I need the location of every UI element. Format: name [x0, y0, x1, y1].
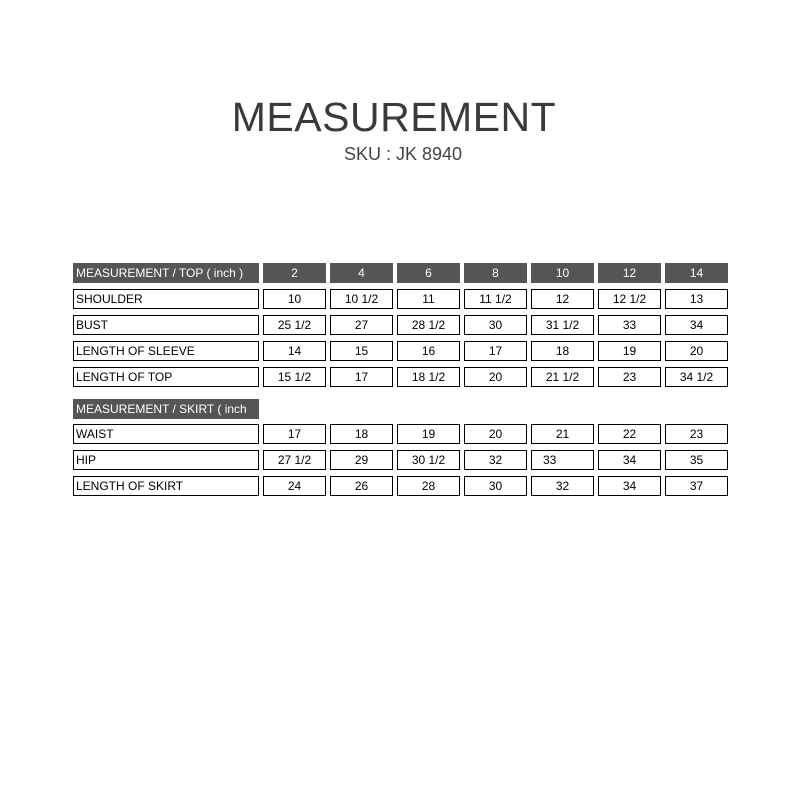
- table-cell: 23: [665, 424, 728, 444]
- table-cell: 12 1/2: [598, 289, 661, 309]
- table-cell: 11: [397, 289, 460, 309]
- table-cell: 18: [330, 424, 393, 444]
- size-header: 6: [397, 263, 460, 283]
- table-cell: 26: [330, 476, 393, 496]
- table-cell: 15: [330, 341, 393, 361]
- table-cell: 17: [464, 341, 527, 361]
- table-cell: 20: [464, 367, 527, 387]
- table-cell: 30 1/2: [397, 450, 460, 470]
- table-cell: 21 1/2: [531, 367, 594, 387]
- table-cell: 27 1/2: [263, 450, 326, 470]
- row-label-skirt-length: LENGTH OF SKIRT: [73, 476, 259, 496]
- table-cell: 17: [263, 424, 326, 444]
- table-cell: 32: [531, 476, 594, 496]
- size-header: 2: [263, 263, 326, 283]
- table-cell: 25 1/2: [263, 315, 326, 335]
- table-cell: 16: [397, 341, 460, 361]
- table-cell: 17: [330, 367, 393, 387]
- row-label-waist: WAIST: [73, 424, 259, 444]
- table-cell: 30: [464, 315, 527, 335]
- table-cell: 33: [531, 450, 594, 470]
- table-cell: 35: [665, 450, 728, 470]
- table-cell: 37: [665, 476, 728, 496]
- row-label-hip: HIP: [73, 450, 259, 470]
- top-table-header-label: MEASUREMENT / TOP ( inch ): [73, 263, 259, 283]
- table-cell: 19: [598, 341, 661, 361]
- table-cell: 34: [598, 476, 661, 496]
- table-cell: 22: [598, 424, 661, 444]
- table-cell: 11 1/2: [464, 289, 527, 309]
- size-header: 4: [330, 263, 393, 283]
- table-cell: 32: [464, 450, 527, 470]
- table-cell: 10 1/2: [330, 289, 393, 309]
- table-cell: 24: [263, 476, 326, 496]
- table-cell: 28: [397, 476, 460, 496]
- table-cell: 20: [665, 341, 728, 361]
- table-cell: 23: [598, 367, 661, 387]
- table-cell: 29: [330, 450, 393, 470]
- skirt-table-header-label: MEASUREMENT / SKIRT ( inch: [73, 399, 259, 419]
- table-cell: 10: [263, 289, 326, 309]
- table-cell: 27: [330, 315, 393, 335]
- table-cell: 13: [665, 289, 728, 309]
- table-cell: 12: [531, 289, 594, 309]
- table-cell: 21: [531, 424, 594, 444]
- table-cell: 20: [464, 424, 527, 444]
- table-cell: 19: [397, 424, 460, 444]
- table-cell: 34 1/2: [665, 367, 728, 387]
- row-label-shoulder: SHOULDER: [73, 289, 259, 309]
- page-title: MEASUREMENT: [231, 94, 557, 140]
- table-cell: 14: [263, 341, 326, 361]
- size-header: 10: [531, 263, 594, 283]
- row-label-bust: BUST: [73, 315, 259, 335]
- row-label-sleeve-length: LENGTH OF SLEEVE: [73, 341, 259, 361]
- size-header: 12: [598, 263, 661, 283]
- size-header: 14: [665, 263, 728, 283]
- table-cell: 31 1/2: [531, 315, 594, 335]
- table-cell: 15 1/2: [263, 367, 326, 387]
- table-cell: 30: [464, 476, 527, 496]
- table-cell: 34: [598, 450, 661, 470]
- table-cell: 28 1/2: [397, 315, 460, 335]
- table-cell: 33: [598, 315, 661, 335]
- table-cell: 34: [665, 315, 728, 335]
- row-label-top-length: LENGTH OF TOP: [73, 367, 259, 387]
- table-cell: 18: [531, 341, 594, 361]
- size-header: 8: [464, 263, 527, 283]
- sku-label: SKU : JK 8940: [343, 144, 463, 164]
- table-cell: 18 1/2: [397, 367, 460, 387]
